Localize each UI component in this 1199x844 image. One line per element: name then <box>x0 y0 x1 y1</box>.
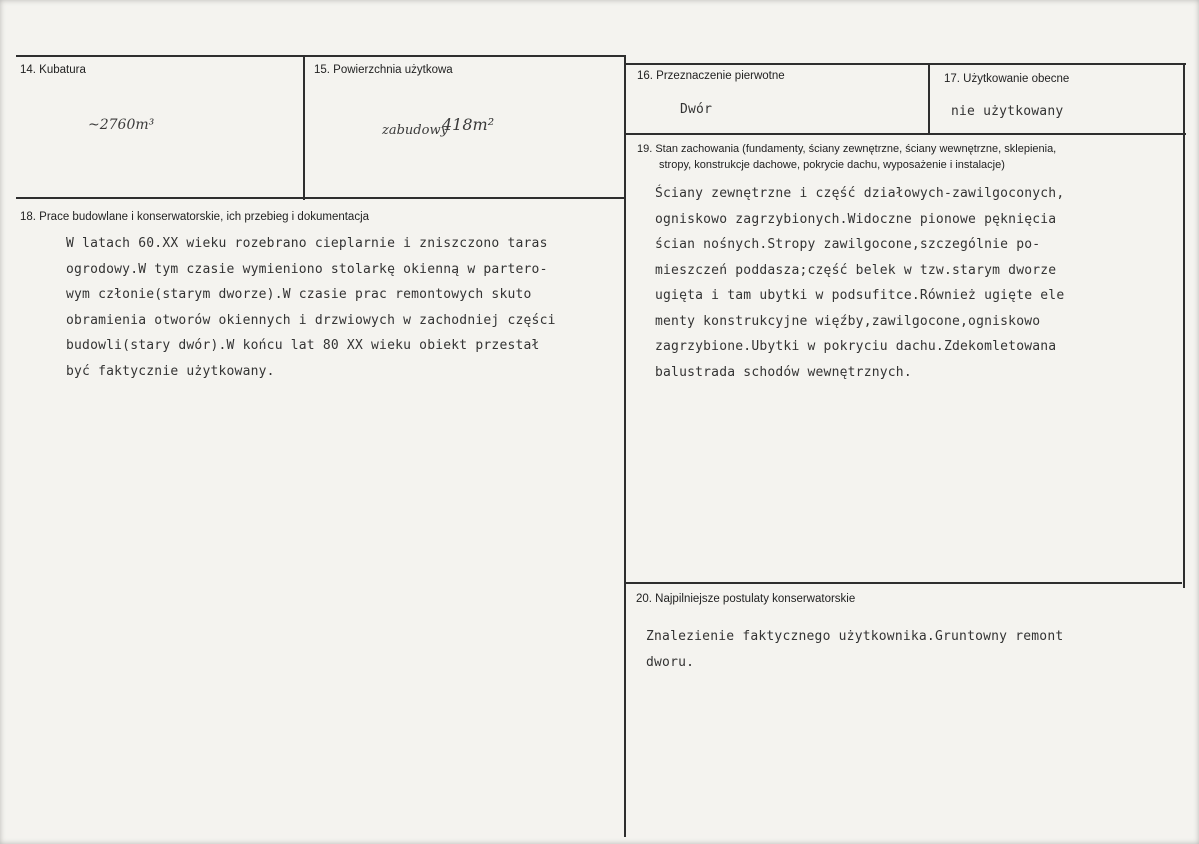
field-18-label: 18. Prace budowlane i konserwatorskie, ich przebieg i dokumentacja <box>20 211 370 223</box>
divider-left-right <box>624 57 626 837</box>
top-rule-left <box>16 55 626 57</box>
field-19-line: zagrzybione.Ubytki w pokryciu dachu.Zdekomletowana <box>655 339 1057 354</box>
field-15-value-number: 418m² <box>442 115 495 134</box>
rule-below-16-17 <box>626 133 1186 135</box>
field-18-line: być faktycznie użytkowany. <box>66 363 275 379</box>
field-19-line: ugięta i tam ubytki w podsufitce.Również ugięte ele <box>655 288 1065 303</box>
right-border <box>1183 64 1185 588</box>
field-18-text <box>66 231 556 384</box>
field-18-line: budowli(stary dwór).W końcu lat 80 XX wieku obiekt przestał <box>66 338 540 353</box>
field-19-text <box>655 181 1064 385</box>
field-17-value: nie użytkowany <box>951 104 1064 119</box>
field-19-line: Ściany zewnętrzne i część działowych-zawilgoconych, <box>655 186 1065 201</box>
divider-14-15 <box>303 57 305 200</box>
field-20-text <box>646 624 1063 675</box>
field-20-line: dworu. <box>646 654 695 670</box>
rule-below-19 <box>626 582 1182 584</box>
top-rule-right <box>626 63 1186 65</box>
field-14-label: 14. Kubatura <box>20 64 86 76</box>
field-20-line: Znalezienie faktycznego użytkownika.Gruntowny remont <box>646 629 1064 644</box>
field-14-value: ~2760m³ <box>88 117 155 133</box>
field-15-value-word: zabudowy <box>382 123 448 138</box>
field-18-line: wym członie(starym dworze).W czasie prac remontowych skuto <box>66 287 532 302</box>
field-19-label-line1: 19. Stan zachowania (fundamenty, ściany zewnętrzne, ściany wewnętrzne, sklepienia, <box>637 143 1057 155</box>
field-19-line: ścian nośnych.Stropy zawilgocone,szczególnie po- <box>655 237 1041 252</box>
field-19-line: balustrada schodów wewnętrznych. <box>655 364 912 380</box>
field-20-label: 20. Najpilniejsze postulaty konserwatorskie <box>636 593 856 605</box>
field-18-line: W latach 60.XX wieku rozebrano cieplarnie i zniszczono taras <box>66 236 548 251</box>
field-19-label-line2: stropy, konstrukcje dachowe, pokrycie dachu, wyposażenie i instalacje) <box>659 159 1005 171</box>
rule-below-14-15 <box>16 197 626 199</box>
field-16-value: Dwór <box>680 102 713 117</box>
divider-16-17 <box>928 64 930 134</box>
field-19-line: ogniskowo zagrzybionych.Widoczne pionowe pęknięcia <box>655 211 1057 227</box>
field-18-line: ogrodowy.W tym czasie wymieniono stolarkę okienną w partero- <box>66 261 548 277</box>
field-18-line: obramienia otworów okiennych i drzwiowych w zachodniej części <box>66 312 556 328</box>
field-19-line: menty konstrukcyjne więźby,zawilgocone,ogniskowo <box>655 313 1041 329</box>
field-16-label: 16. Przeznaczenie pierwotne <box>637 70 785 82</box>
field-17-label: 17. Użytkowanie obecne <box>944 73 1070 85</box>
field-15-label: 15. Powierzchnia użytkowa <box>314 64 453 76</box>
field-19-line: mieszczeń poddasza;część belek w tzw.starym dworze <box>655 262 1057 278</box>
